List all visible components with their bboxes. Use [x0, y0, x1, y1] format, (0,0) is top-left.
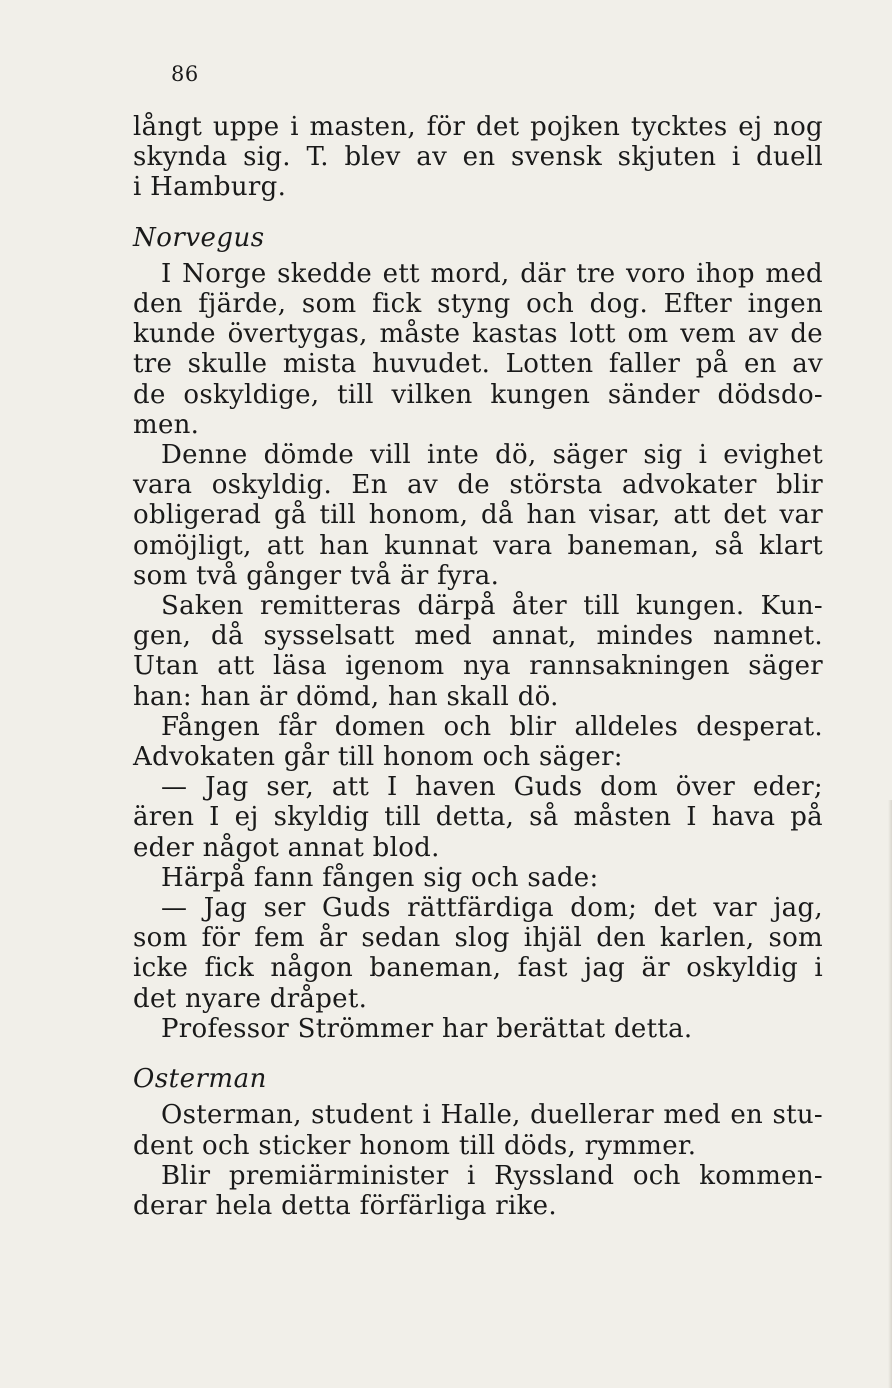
- text-line: vara oskyldig. En av de största advokater blir: [133, 470, 823, 501]
- text-line: tre skulle mista huvudet. Lotten faller på en av: [133, 349, 823, 380]
- text-line: den fjärde, som fick styng och dog. Efter ingen: [133, 289, 823, 320]
- text-line: men.: [133, 409, 200, 440]
- paragraph: [133, 1161, 823, 1221]
- page-number: 86: [171, 62, 199, 86]
- text-line: Advokaten går till honom och säger:: [133, 742, 623, 773]
- page-edge-shadow: [888, 800, 892, 1388]
- intro-paragraph: [133, 112, 823, 203]
- paragraph: [133, 712, 823, 772]
- text-line: långt uppe i masten, för det pojken tycktes ej nog: [133, 112, 823, 142]
- paragraph: [133, 1014, 823, 1044]
- paragraph: [133, 893, 823, 1014]
- text-line: dent och sticker honom till döds, rymmer.: [133, 1130, 697, 1161]
- text-line: — Jag ser, att I haven Guds dom över eder;: [161, 772, 823, 803]
- section-heading-norvegus: Norvegus: [133, 222, 265, 253]
- text-line: obligerad gå till honom, då han visar, att det var: [133, 500, 823, 531]
- text-line: eder något annat blod.: [133, 832, 440, 863]
- text-line: omöjligt, att han kunnat vara baneman, så klart: [133, 530, 823, 561]
- text-line: ären I ej skyldig till detta, så måsten I hava på: [133, 802, 823, 833]
- text-line: som för fem år sedan slog ihjäl den karlen, som: [133, 923, 823, 954]
- paragraph: [133, 1100, 823, 1160]
- text-line: han: han är dömd, han skall dö.: [133, 681, 559, 712]
- text-line: derar hela detta förfärliga rike.: [133, 1190, 557, 1221]
- text-line: — Jag ser Guds rättfärdiga dom; det var jag,: [161, 893, 823, 924]
- text-line: i Hamburg.: [133, 172, 287, 203]
- paragraph: [133, 863, 823, 893]
- text-line: Härpå fann fången sig och sade:: [161, 862, 599, 893]
- text-line: gen, då sysselsatt med annat, mindes namnet.: [133, 621, 823, 652]
- text-line: det nyare dråpet.: [133, 983, 368, 1014]
- text-line: Professor Strömmer har berättat detta.: [161, 1013, 693, 1044]
- text-line: de oskyldige, till vilken kungen sänder dödsdo-: [133, 379, 823, 410]
- text-line: Fången får domen och blir alldeles desperat.: [161, 711, 823, 742]
- text-line: I Norge skedde ett mord, där tre voro ihop med: [161, 258, 823, 289]
- text-line: Utan att läsa igenom nya rannsakningen säger: [133, 651, 823, 682]
- paragraph: [133, 440, 823, 591]
- paragraph: [133, 591, 823, 712]
- paragraph: [133, 259, 823, 440]
- text-line: icke fick någon baneman, fast jag är oskyldig i: [133, 953, 823, 984]
- text-line: Blir premiärminister i Ryssland och kommen-: [161, 1160, 823, 1191]
- paragraph: [133, 772, 823, 863]
- text-line: kunde övertygas, måste kastas lott om vem av de: [133, 319, 823, 350]
- text-line: skynda sig. T. blev av en svensk skjuten i duell: [133, 142, 823, 173]
- text-line: Denne dömde vill inte dö, säger sig i evighet: [161, 440, 823, 471]
- section-heading-osterman: Osterman: [133, 1064, 267, 1095]
- page-text: [133, 112, 823, 1221]
- text-line: Saken remitteras därpå åter till kungen. Kun-: [161, 591, 823, 622]
- text-line: som två gånger två är fyra.: [133, 560, 500, 591]
- text-line: Osterman, student i Halle, duellerar med en stu-: [161, 1100, 823, 1131]
